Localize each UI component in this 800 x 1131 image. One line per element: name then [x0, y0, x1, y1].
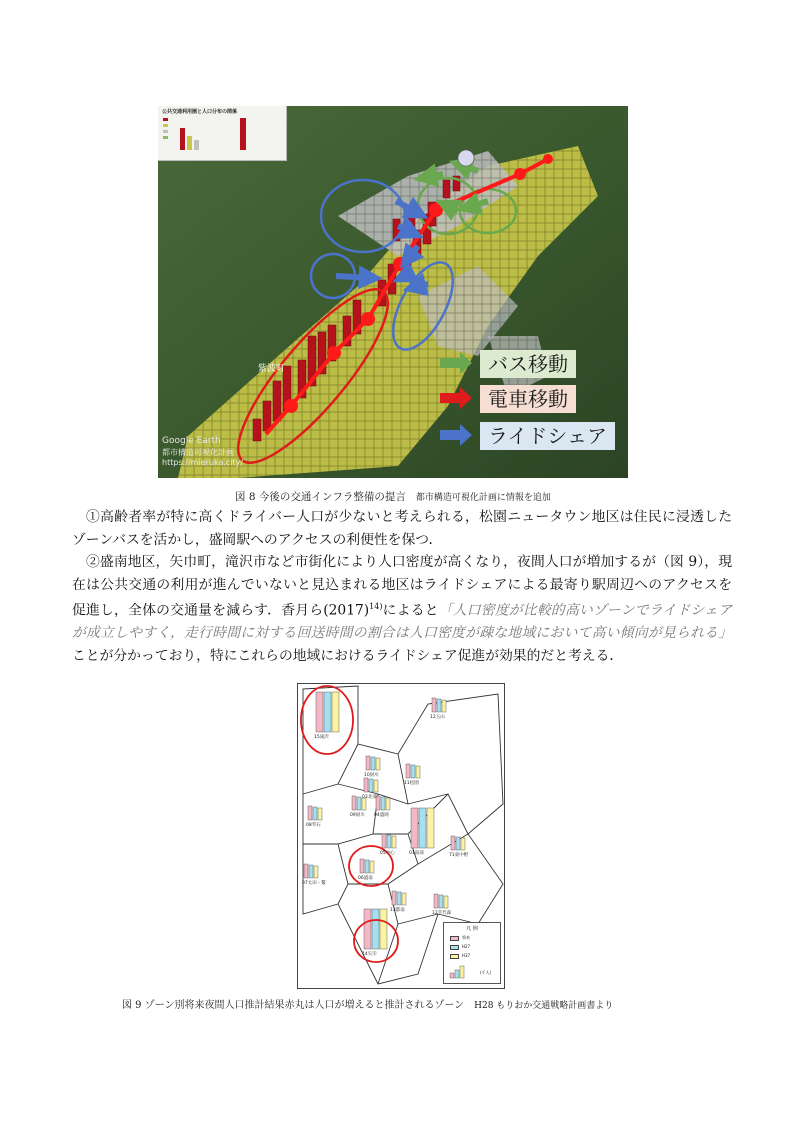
figure-8-caption-note: 都市構造可視化計画に情報を追加 [415, 493, 551, 503]
zone-population-bar [324, 692, 331, 732]
zone-population-bar [314, 866, 318, 878]
zone-population-bar [316, 692, 323, 732]
zone-population-bar [376, 758, 380, 770]
zone-legend-scale [444, 961, 500, 981]
zone-population-bar [402, 893, 406, 905]
paragraph-2-quote: 「人口密度が比較的高いゾーンでライドシェアが成立しやすく，走行時間に対する回送時間の割合は人口密度が疎な地域において高い傾向が見られる」 [72, 602, 732, 642]
legend-label: H37 [462, 953, 471, 958]
population-bar [263, 401, 271, 431]
zone-population-bar [451, 836, 455, 850]
zone-label: 12手代森 [432, 911, 452, 916]
zone-legend-title: 凡 例 [466, 926, 478, 932]
paragraph-2-after: ことが分かっており，特にこれらの地域におけるライドシェア促進が効果的だと考える． [72, 647, 624, 664]
mode-label-rideshare: ライドシェア [480, 422, 615, 450]
zone-population-bar [352, 796, 356, 810]
map-legend-title: 公共交通利用圏と人口分布の関係 [162, 109, 238, 115]
figure-9-caption [122, 996, 613, 1011]
zone-label: 10厨川 [364, 773, 379, 778]
zone-population-bar [397, 892, 401, 905]
zone-legend-unit: (千人) [480, 970, 492, 975]
zone-label: 05中心 [380, 851, 395, 856]
mode-label-bus: バス移動 [480, 350, 576, 378]
zone-population-bar [371, 757, 375, 770]
zone-population-bar [416, 766, 420, 778]
place-label: 紫波町 [258, 364, 286, 374]
zone-legend-item-h37 [450, 953, 470, 959]
figure-9-caption-text: 図 9 ゾーン別将来夜間人口推計結果赤丸は人口が増えると推計されるゾーン [122, 1000, 465, 1011]
zone-population-bar [461, 838, 465, 850]
zone-label: 09厨川 [350, 813, 365, 818]
zone-population-bar [387, 835, 391, 848]
zone-population-bar [442, 700, 446, 712]
paragraph-2-mid: によると [382, 602, 439, 619]
figure-9-caption-note: H28 もりおか交通戦略計画書より [474, 1001, 614, 1011]
figure-8-map [158, 106, 628, 478]
zone-population-bar [360, 859, 364, 873]
legend-label: 将来 [462, 935, 470, 940]
population-bar [443, 180, 450, 198]
zone-population-bar [304, 864, 308, 878]
zone-label: 15滝沢 [314, 735, 329, 740]
zone-label: 11松園 [404, 781, 419, 786]
zone-population-bar [372, 909, 379, 949]
zone-label: 04盛岡 [374, 813, 389, 818]
zone-population-bar [366, 756, 370, 770]
zone-population-bar [427, 808, 434, 848]
zone-population-bar [364, 909, 371, 949]
map-credit [162, 448, 243, 468]
zone-population-bar [380, 909, 387, 949]
zone-population-bar [332, 692, 339, 732]
zone-population-bar [313, 807, 317, 820]
zone-label: 01南部 [409, 851, 424, 856]
zone-population-bar [392, 891, 396, 905]
zone-legend-item-future [450, 935, 470, 941]
zone-population-bar [456, 837, 460, 850]
figure-8-caption-text: 図 8 今後の交通インフラ整備の提言 [235, 491, 406, 503]
paragraph-2-before: ②盛南地区，矢巾町，滝沢市など市街化により人口密度が高くなり，夜間人口が増加するが（図 9），現在は公共交通の利用が進んでいないと見込まれる地区はライドシェアによる最寄り駅周辺へのアクセスを促進し，全体の交通量を減らす．香月ら(2017) [72, 554, 732, 619]
population-bar [273, 381, 281, 421]
map-legend-graphic [158, 106, 286, 160]
zone-population-bar [318, 808, 322, 820]
zone-population-bar [309, 865, 313, 878]
zone-population-bar [434, 894, 438, 908]
zone-population-bar [419, 808, 426, 848]
paragraph-2 [72, 551, 732, 667]
map-credit-line2: https://mieruka.city/ [162, 458, 244, 467]
legend-swatch [450, 936, 459, 941]
figure-9-zone-map [297, 683, 505, 989]
zone-label: 07太田・繋 [302, 881, 326, 886]
zone-population-bar [411, 765, 415, 778]
zone-population-bar [365, 860, 369, 873]
zone-population-bar [381, 797, 385, 810]
zone-population-bar [374, 780, 378, 792]
figure-8-caption [235, 489, 551, 504]
legend-label: H27 [462, 944, 471, 949]
map-legend [158, 106, 287, 161]
legend-swatch [450, 954, 459, 959]
google-earth-logo: Google Earth [162, 436, 221, 446]
zone-population-bar [357, 797, 361, 810]
zone-label: 71東中野 [449, 853, 469, 858]
zone-population-bar [406, 764, 410, 778]
zone-population-bar [444, 896, 448, 908]
zone-population-bar [386, 798, 390, 810]
zone-population-bar [437, 699, 441, 712]
zone-population-bar [439, 895, 443, 908]
zone-label: 12玉山 [430, 715, 445, 720]
mode-label-train: 電車移動 [480, 385, 576, 413]
zone-population-bar [370, 861, 374, 873]
population-bar [253, 419, 261, 441]
zone-population-bar [382, 834, 386, 848]
zone-label: 08雫石 [306, 823, 321, 828]
zone-legend-item-h27 [450, 944, 470, 950]
zone-population-bar [392, 836, 396, 848]
zone-population-bar [369, 779, 373, 792]
zone-population-bar [411, 808, 418, 848]
zone-population-bar [364, 778, 368, 792]
zone-population-bar [308, 806, 312, 820]
reference-14: 14) [369, 602, 383, 611]
zone-label: 06盛南 [358, 876, 373, 881]
zone-map-legend [443, 922, 501, 984]
zone-label: 03北部 [362, 795, 377, 800]
zone-label: 13都南 [390, 908, 405, 913]
legend-swatch [450, 945, 459, 950]
zone-population-bar [432, 698, 436, 712]
paragraph-1: ①高齢者率が特に高くドライバー人口が少ないと考えられる，松園ニュータウン地区は住民に浸透したゾーンバスを活かし，盛岡駅へのアクセスの利便性を保つ． [72, 509, 732, 548]
zone-label: 14矢巾 [362, 952, 377, 957]
map-credit-line1: 都市構造可視化計画 [162, 448, 234, 457]
